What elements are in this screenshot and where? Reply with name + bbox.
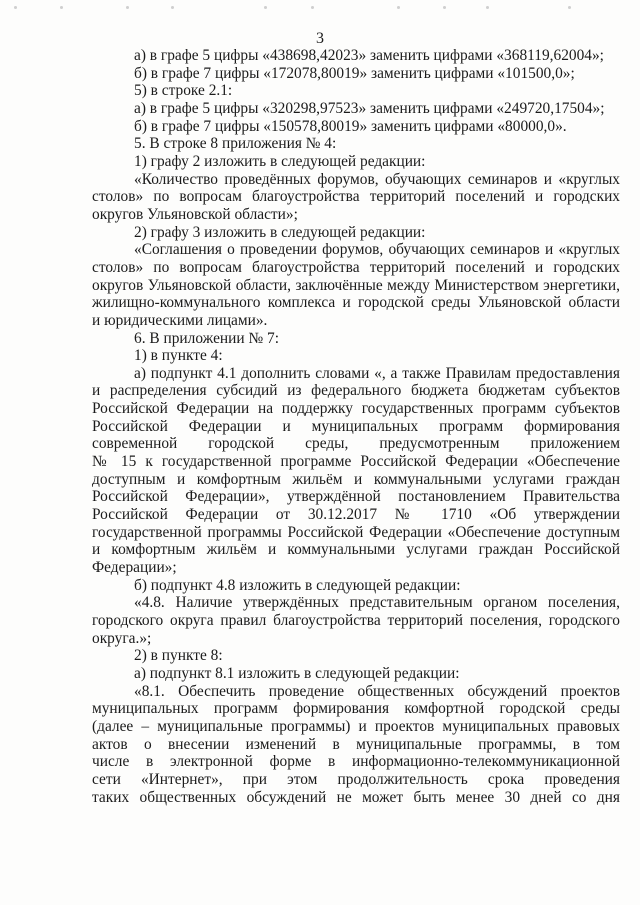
text-line: «Соглашения о проведении форумов, обучающих семинаров и «круглых (134, 241, 620, 259)
text-line: округов Ульяновской области»; (92, 205, 298, 223)
text-line: а) подпункт 8.1 изложить в следующей редакции: (134, 664, 460, 682)
scan-dot (311, 6, 314, 9)
text-line: и юридическими лицами». (92, 311, 268, 329)
text-line: «4.8. Наличие утверждённых представительным органом поселения, (134, 594, 620, 612)
text-line: столов» по вопросам благоустройства территорий поселений и городских (92, 188, 620, 206)
scan-dot (126, 6, 129, 9)
text-line: № 15 к государственной программе Российской Федерации «Обеспечение (92, 453, 620, 471)
scan-dot (171, 6, 174, 9)
text-line: Российской Федерации», утверждённой постановлением Правительства (92, 488, 620, 506)
text-line: Российской Федерации на поддержку государственных программ субъектов (92, 400, 620, 418)
text-line: б) подпункт 4.8 изложить в следующей редакции: (134, 576, 461, 594)
text-line: жилищно-коммунального комплекса и городской среды Ульяновской области (92, 294, 620, 312)
text-line: и распределения субсидий из федерального бюджета бюджетам субъектов (92, 382, 620, 400)
scan-dot (397, 6, 400, 9)
text-line: а) в графе 5 цифры «438698,42023» заменить цифрами «368119,62004»; (134, 47, 604, 64)
text-line: б) в графе 7 цифры «150578,80019» заменить цифрами «80000,0». (134, 117, 567, 135)
text-line: Федерации»; (92, 559, 177, 577)
text-line: (далее – муниципальные программы) и проектов муниципальных правовых (92, 717, 620, 735)
text-line: «8.1. Обеспечить проведение общественных обсуждений проектов (134, 682, 620, 700)
text-line: числе в электронной форме в информационно-телекоммуникационной (92, 753, 620, 771)
scan-artifact-dots (0, 6, 640, 16)
scan-dot (60, 6, 63, 9)
scan-dot (486, 6, 489, 9)
scan-dot (14, 6, 17, 9)
text-line: таких общественных обсуждений не может быть менее 30 дней со дня (92, 788, 620, 806)
text-line: современной городской среды, предусмотренным приложением (92, 435, 620, 453)
text-line: доступным и комфортным жильём и коммунальными услугами граждан (92, 470, 620, 488)
text-line: 2) графу 3 изложить в следующей редакции: (134, 223, 426, 241)
text-line: Российской Федерации и муниципальных программ формирования (92, 417, 620, 435)
scan-dot (443, 6, 446, 9)
text-line: а) подпункт 4.1 дополнить словами «, а также Правилам предоставления (134, 364, 620, 382)
text-line: городского округа правил благоустройства территорий поселения, городского (92, 612, 620, 629)
document-body (92, 47, 620, 806)
text-line: 5) в строке 2.1: (134, 82, 233, 100)
text-line: а) в графе 5 цифры «320298,97523» заменить цифрами «249720,17504»; (134, 99, 605, 117)
text-line: государственной программы Российской Федерации «Обеспечение доступным (92, 523, 620, 541)
page-number: 3 (316, 30, 324, 47)
text-line: столов» по вопросам благоустройства территорий поселений и городских (92, 258, 620, 276)
text-line: 5. В строке 8 приложения № 4: (134, 135, 337, 153)
text-line: муниципальных программ формирования комфортной городской среды (92, 700, 620, 718)
text-line: актов о внесении изменений в муниципальные программы, в том (92, 735, 620, 753)
text-line: б) в графе 7 цифры «172078,80019» заменить цифрами «101500,0»; (134, 64, 575, 82)
scan-dot (264, 6, 267, 9)
text-line: «Количество проведённых форумов, обучающих семинаров и «круглых (134, 170, 620, 188)
text-line: и комфортным жильём и коммунальными услугами граждан Российской (92, 541, 620, 559)
text-line: 6. В приложении № 7: (134, 329, 279, 347)
text-line: сети «Интернет», при этом продолжительность срока проведения (92, 770, 620, 788)
text-line: 1) в пункте 4: (134, 347, 223, 365)
scan-dot (568, 6, 571, 9)
text-line: 1) графу 2 изложить в следующей редакции: (134, 152, 426, 170)
text-line: 2) в пункте 8: (134, 647, 223, 665)
text-line: Российской Федерации от 30.12.2017 № 1710 «Об утверждении (92, 506, 620, 524)
text-line: округа.»; (92, 629, 152, 647)
text-line: округов Ульяновской области, заключённые между Министерством энергетики, (92, 276, 620, 294)
